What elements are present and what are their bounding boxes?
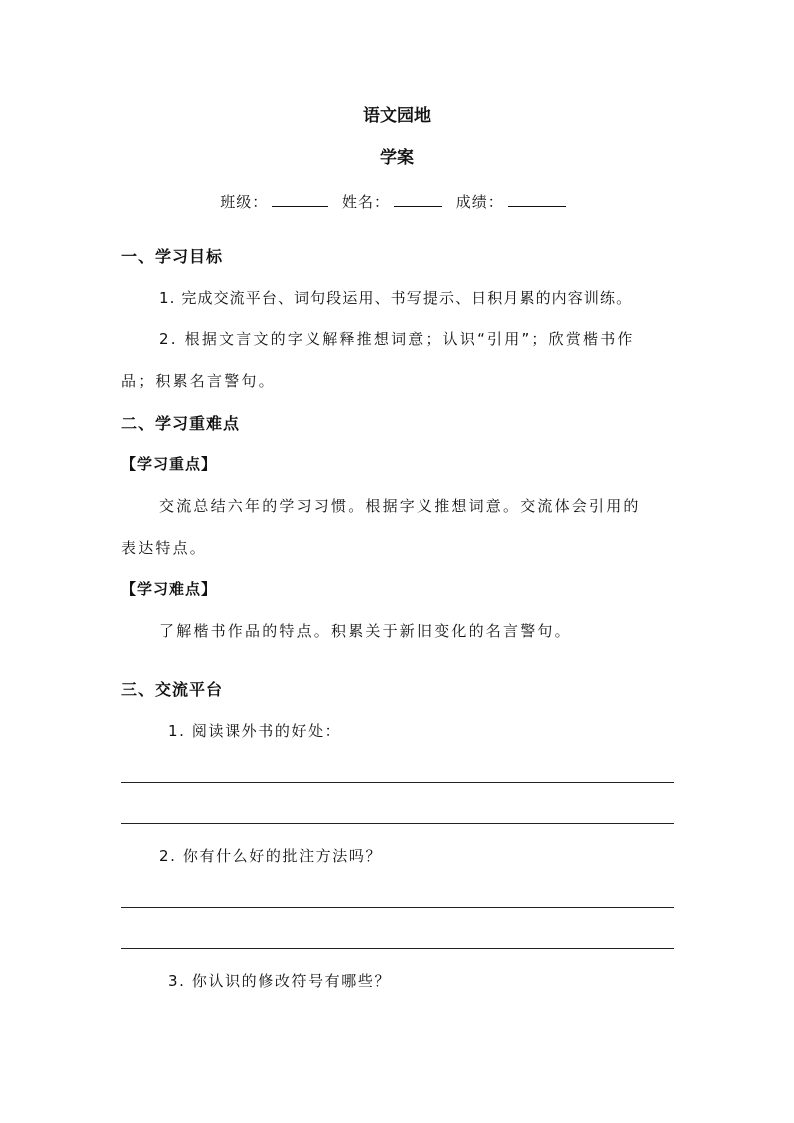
objective-item-2-line-2: 品；积累名言警句。 (121, 372, 276, 390)
page-title: 语文园地 (363, 106, 431, 126)
difficulties-label: 【学习难点】 (121, 580, 218, 598)
question-2: 2. 你有什么好的批注方法吗？ (159, 847, 383, 865)
answer-line-q1-1[interactable] (121, 782, 674, 783)
objective-item-2-line-1: 2. 根据文言文的字义解释推想词意；认识“引用”；欣赏楷书作 (159, 330, 635, 348)
key-points-label: 【学习重点】 (121, 455, 218, 473)
question-3: 3. 你认识的修改符号有哪些？ (168, 972, 392, 990)
key-points-line-1: 交流总结六年的学习习惯。根据字义推想词意。交流体会引用的 (159, 497, 641, 515)
score-label: 成绩： (455, 193, 504, 211)
student-info-row (0, 192, 794, 210)
class-label: 班级： (220, 193, 269, 211)
section-heading-objectives: 一、学习目标 (121, 247, 224, 266)
page-subtitle: 学案 (380, 148, 414, 168)
name-label: 姓名： (341, 193, 390, 211)
key-points-line-2: 表达特点。 (121, 539, 208, 557)
section-heading-key-difficult: 二、学习重难点 (121, 414, 241, 433)
question-1: 1. 阅读课外书的好处： (168, 722, 342, 740)
objective-item-1: 1. 完成交流平台、词句段运用、书写提示、日积月累的内容训练。 (159, 289, 633, 307)
class-blank[interactable] (272, 192, 328, 207)
section-heading-exchange: 三、交流平台 (121, 680, 224, 699)
answer-line-q2-1[interactable] (121, 907, 674, 908)
answer-line-q1-2[interactable] (121, 823, 674, 824)
difficulties-text: 了解楷书作品的特点。积累关于新旧变化的名言警句。 (159, 622, 572, 640)
answer-line-q2-2[interactable] (121, 948, 674, 949)
name-blank[interactable] (394, 192, 442, 207)
score-blank[interactable] (508, 192, 566, 207)
